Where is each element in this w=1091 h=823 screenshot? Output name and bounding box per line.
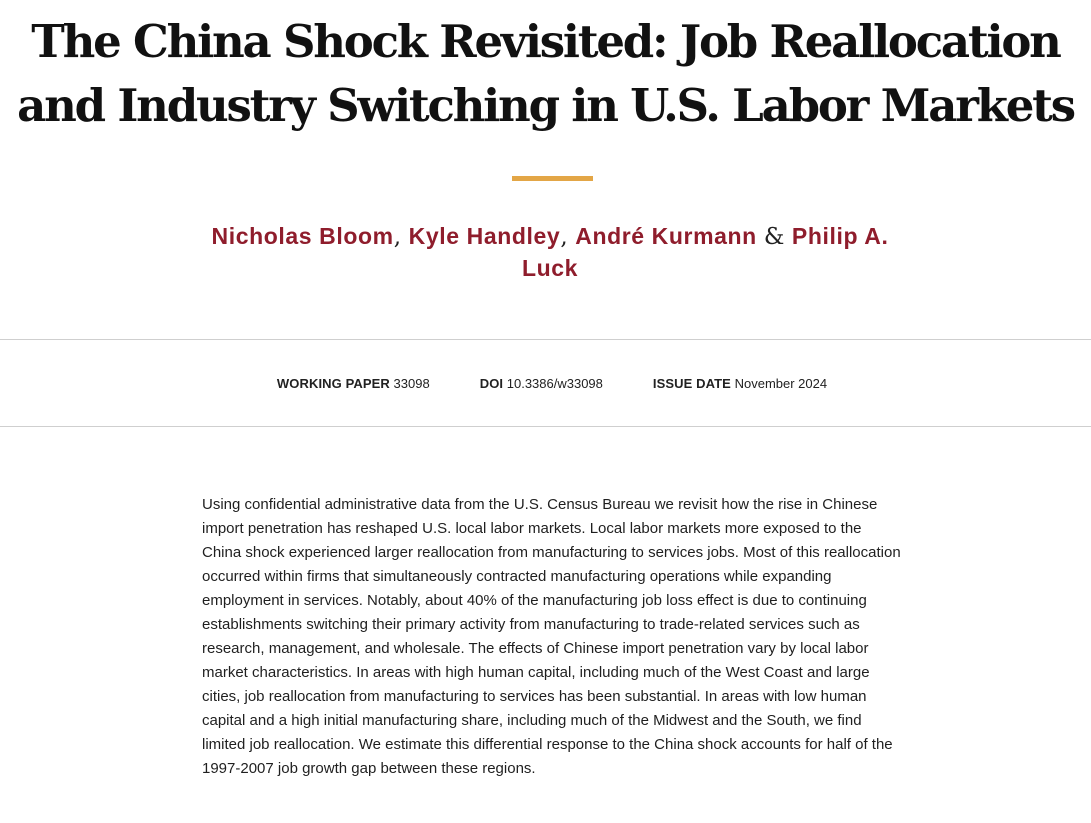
issue-date-meta bbox=[653, 376, 827, 392]
author-separator: , bbox=[560, 224, 569, 250]
paper-metadata-band bbox=[0, 339, 1091, 427]
paper-abstract: Using confidential administrative data from the U.S. Census Bureau we revisit how the rise in Chinese import penetration has reshaped U.S. local labor markets. Local labor markets more exposed to the China shock experienced larger reallocation from manufacturing to services jobs. Most of this reallocation occurred within firms that simultaneously contracted manufacturing operations while expanding employment in services. Notably, about 40% of the manufacturing job loss effect is due to continuing establishments switching their primary activity from manufacturing to trade-related services such as research, management, and wholesale. The effects of Chinese import penetration vary by local labor market characteristics. In areas with high human capital, including much of the West Coast and large cities, job reallocation from manufacturing to services has been substantial. In areas with low human capital and a high initial manufacturing share, including much of the Midwest and the South, we find limited job reallocation. We estimate this differential response to the China shock accounts for half of the 1997-2007 job growth gap between these regions. bbox=[202, 496, 901, 777]
working-paper-label: WORKING PAPER bbox=[276, 376, 390, 391]
author-list bbox=[190, 221, 910, 284]
issue-date-value: November 2024 bbox=[734, 376, 828, 391]
title-accent-divider bbox=[512, 176, 593, 181]
author-link-andre-kurmann[interactable]: André Kurmann bbox=[575, 223, 757, 249]
author-separator: , bbox=[393, 224, 402, 250]
doi-meta bbox=[480, 376, 603, 392]
paper-title: The China Shock Revisited: Job Reallocation and Industry Switching in U.S. Labor Markets bbox=[17, 15, 1074, 132]
working-paper-meta bbox=[277, 376, 430, 392]
doi-label: DOI bbox=[479, 376, 504, 391]
doi-value: 10.3386/w33098 bbox=[506, 376, 603, 391]
author-link-kyle-handley[interactable]: Kyle Handley bbox=[408, 223, 561, 249]
working-paper-number: 33098 bbox=[393, 376, 430, 391]
issue-date-label: ISSUE DATE bbox=[652, 376, 731, 391]
author-separator: & bbox=[763, 224, 785, 250]
author-link-philip-luck[interactable]: Philip A. Luck bbox=[521, 223, 889, 281]
paper-metadata-row bbox=[0, 376, 1091, 392]
author-link-nicholas-bloom[interactable]: Nicholas Bloom bbox=[211, 223, 394, 249]
